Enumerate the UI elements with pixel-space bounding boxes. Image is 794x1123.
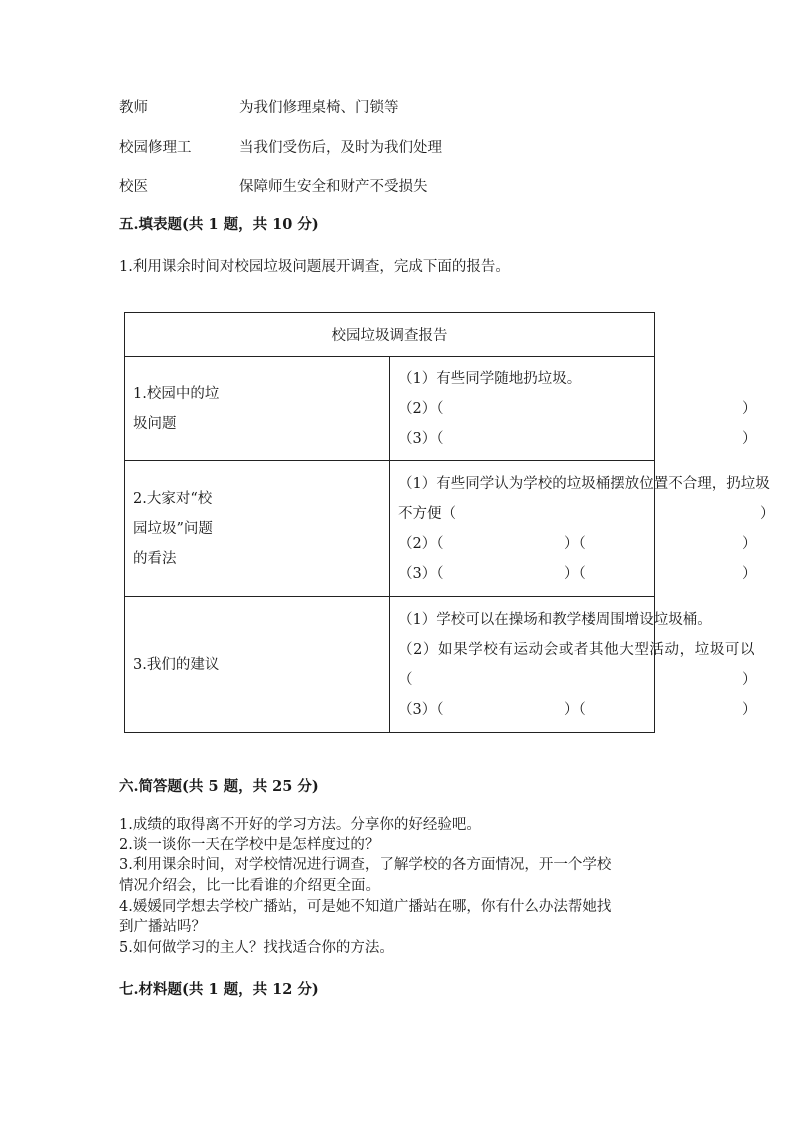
row2-content bbox=[390, 461, 775, 597]
section6-q2: 2.谈一谈你一天在学校中是怎样度过的？ bbox=[119, 837, 380, 853]
match-duty-2: 当我们受伤后，及时为我们处理 bbox=[239, 140, 442, 156]
paren-open: （3）（ bbox=[398, 430, 444, 447]
paren-close: ） bbox=[760, 505, 775, 522]
row2-label bbox=[125, 461, 390, 597]
paren-close: ） bbox=[742, 400, 757, 417]
match-role-repairer: 校园修理工 bbox=[119, 140, 192, 156]
row1-content bbox=[390, 357, 757, 461]
row3-line1: （1）学校可以在操场和教学楼周围增设垃圾桶。 bbox=[398, 611, 712, 628]
paren-close: ） bbox=[742, 671, 757, 688]
section6-q3-line2: 情况介绍会，比一比看谁的介绍更全面。 bbox=[119, 878, 380, 894]
row1-label bbox=[125, 357, 390, 461]
row2-label-line: 园垃圾”问题 bbox=[133, 520, 213, 537]
row1-line3[interactable] bbox=[398, 424, 757, 454]
paren-mid: ）（ bbox=[564, 565, 586, 582]
paren-open: 不方便（ bbox=[398, 505, 456, 522]
match-duty-3: 保障师生安全和财产不受损失 bbox=[239, 179, 428, 195]
match-duty-1: 为我们修理桌椅、门锁等 bbox=[239, 100, 399, 116]
paren-close: ） bbox=[742, 701, 757, 718]
row1-label-line: 圾问题 bbox=[133, 415, 177, 432]
row3-label: 3.我们的建议 bbox=[125, 597, 390, 733]
row2-label-line: 的看法 bbox=[133, 550, 177, 567]
row2-line1: （1）有些同学认为学校的垃圾桶摆放位置不合理，扔垃圾 bbox=[398, 475, 770, 492]
table-title: 校园垃圾调查报告 bbox=[125, 313, 655, 357]
paren-close: ） bbox=[742, 565, 757, 582]
row2-line4[interactable] bbox=[398, 559, 757, 589]
row1-line2[interactable] bbox=[398, 394, 757, 424]
match-role-teacher: 教师 bbox=[119, 100, 148, 116]
section6-q4-line1: 4.媛媛同学想去学校广播站，可是她不知道广播站在哪，你有什么办法帮她找 bbox=[119, 899, 612, 915]
row3-content bbox=[390, 597, 757, 733]
section6-q4-line2: 到广播站吗？ bbox=[119, 919, 206, 935]
section6-heading: 六.简答题(共 5 题，共 25 分) bbox=[119, 778, 319, 795]
row2-label-line: 2.大家对“校 bbox=[133, 490, 213, 507]
paren-mid: ）（ bbox=[564, 701, 586, 718]
section5-question: 1.利用课余时间对校园垃圾问题展开调查，完成下面的报告。 bbox=[119, 259, 510, 275]
paren-close: ） bbox=[742, 535, 757, 552]
row2-line2[interactable] bbox=[398, 499, 775, 529]
paren-open: （2）（ bbox=[398, 400, 444, 417]
section6-q1: 1.成绩的取得离不开好的学习方法。分享你的好经验吧。 bbox=[119, 817, 481, 833]
section6-q3-line1: 3.利用课余时间，对学校情况进行调查，了解学校的各方面情况，开一个学校 bbox=[119, 857, 612, 873]
row1-line1: （1）有些同学随地扔垃圾。 bbox=[398, 370, 582, 387]
section5-heading: 五.填表题(共 1 题，共 10 分) bbox=[119, 216, 319, 233]
row2-line3[interactable] bbox=[398, 529, 757, 559]
row1-label-line: 1.校园中的垃 bbox=[133, 385, 220, 402]
survey-report-table bbox=[124, 312, 775, 733]
paren-open: （3）（ bbox=[398, 701, 444, 718]
section7-heading: 七.材料题(共 1 题，共 12 分) bbox=[119, 981, 319, 998]
paren-open: （2）（ bbox=[398, 535, 444, 552]
row3-line3[interactable] bbox=[398, 665, 757, 695]
paren-open: （ bbox=[398, 671, 413, 688]
paren-open: （3）（ bbox=[398, 565, 444, 582]
paren-close: ） bbox=[742, 430, 757, 447]
paren-mid: ）（ bbox=[564, 535, 586, 552]
match-role-doctor: 校医 bbox=[119, 179, 148, 195]
section6-q5: 5.如何做学习的主人？找找适合你的方法。 bbox=[119, 940, 394, 956]
row3-line4[interactable] bbox=[398, 695, 757, 725]
row3-line2: （2）如果学校有运动会或者其他大型活动，垃圾可以 bbox=[398, 641, 756, 658]
